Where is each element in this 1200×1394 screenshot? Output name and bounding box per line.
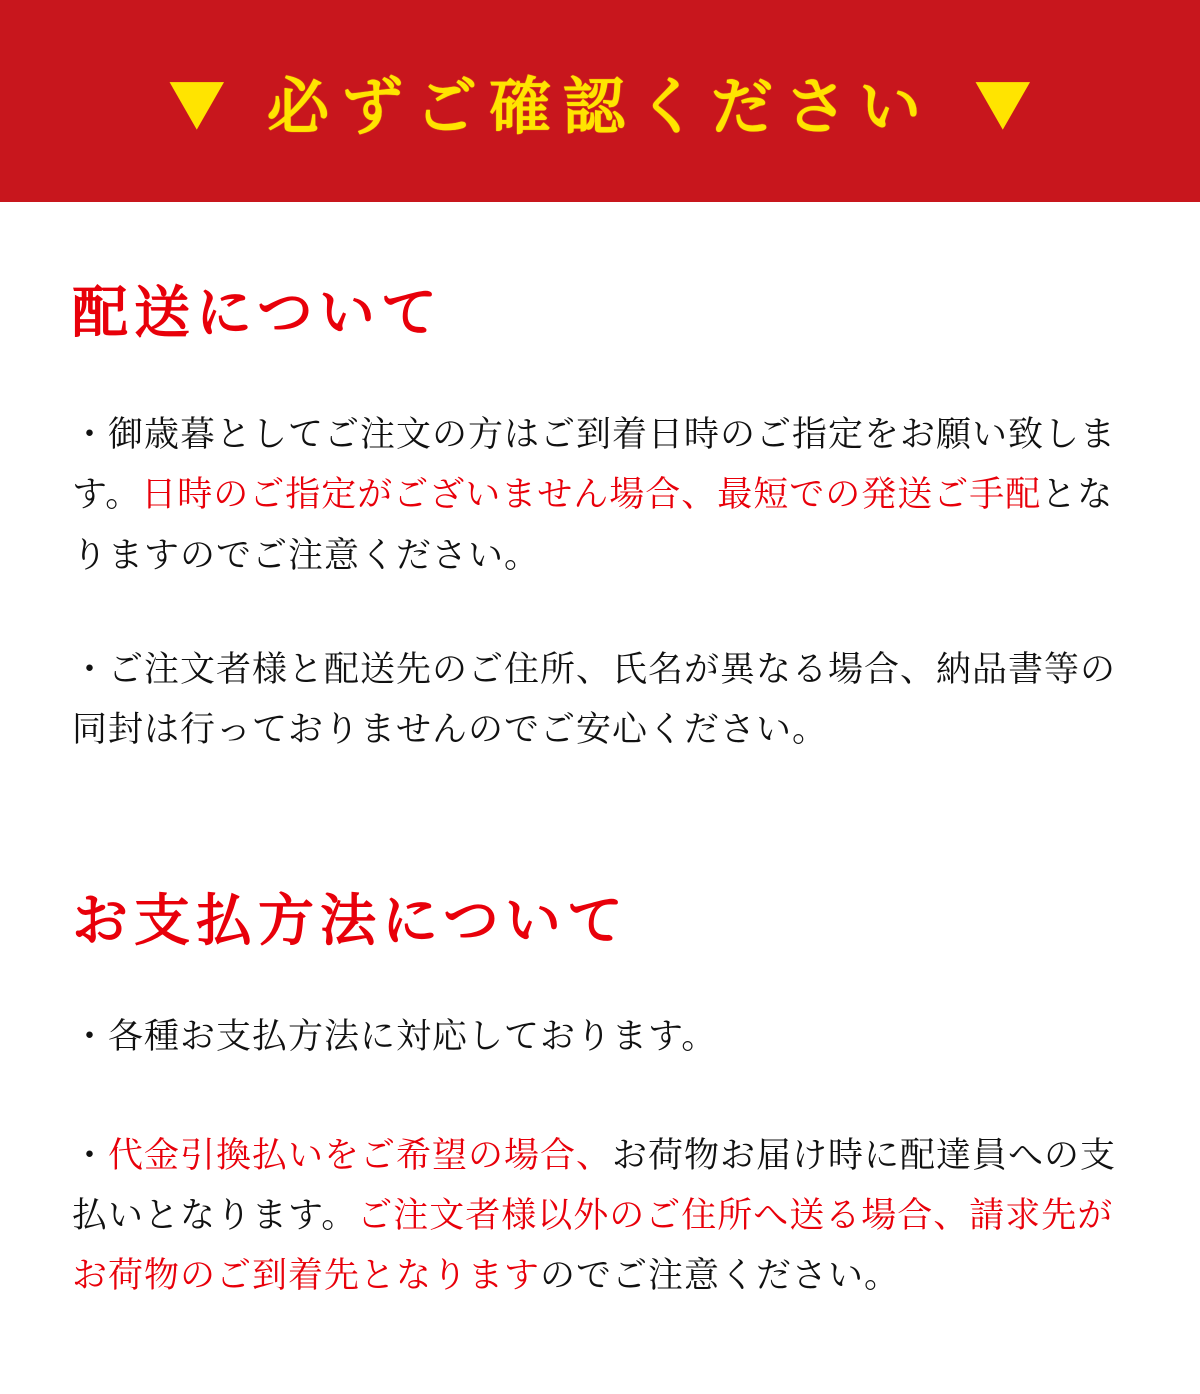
highlighted-text: ご注文者様以外のご住所へ送る場合、請求先がお荷物のご到着先となります [72, 1195, 1114, 1296]
section-payment-paragraph-2 [72, 1126, 1128, 1307]
section-payment-heading: お支払方法について [72, 889, 629, 955]
triangle-down-right-icon: ▼ [975, 64, 1031, 137]
body-text: となりますのでご注意ください。 [72, 475, 1114, 576]
section-shipping-paragraph-1 [72, 405, 1128, 586]
section-payment-paragraph-1 [72, 1007, 1128, 1067]
body-text: ・各種お支払方法に対応しております。 [72, 1017, 718, 1058]
section-shipping-paragraph-2 [72, 640, 1128, 760]
section-shipping [72, 202, 1128, 760]
body-text: ・ [72, 1135, 109, 1176]
body-text: ・御歳暮としてご注文の方はご到着日時のご指定をお願い致します。 [72, 415, 1117, 516]
body-text: お荷物お届け時に配達員への支払いとなります。 [72, 1135, 1117, 1236]
highlighted-text: 代金引換払いをご希望の場合、 [108, 1135, 613, 1176]
body-text: ・ご注文者様と配送先のご住所、氏名が異なる場合、納品書等の同封は行っておりませんのでご安心ください。 [72, 649, 1117, 750]
highlighted-text: 日時のご指定がございません場合、最短での発送ご手配 [141, 475, 1042, 516]
attention-banner [0, 0, 1200, 202]
section-shipping-heading: 配送について [72, 281, 443, 346]
banner-title: 必ずご確認ください [266, 69, 933, 143]
triangle-down-left-icon: ▼ [169, 64, 225, 137]
notice-content [0, 202, 1200, 1306]
body-text: のでご注意ください。 [540, 1255, 901, 1296]
section-payment [72, 760, 1128, 1306]
